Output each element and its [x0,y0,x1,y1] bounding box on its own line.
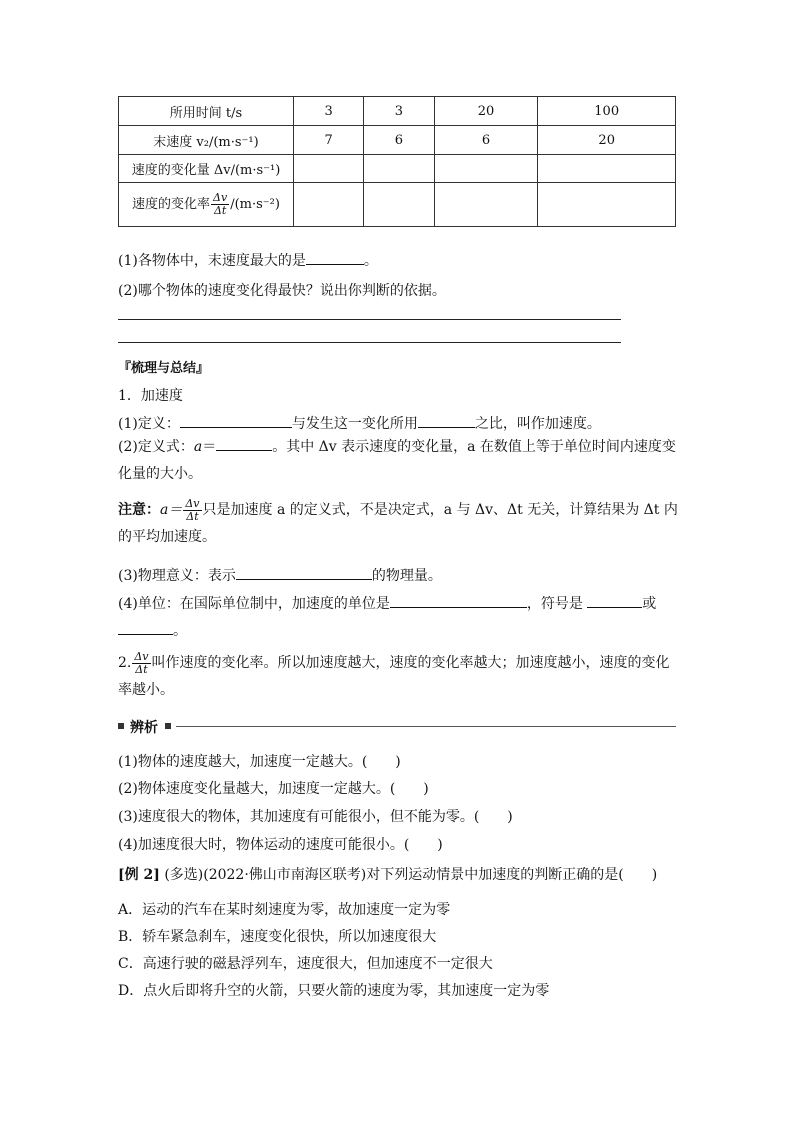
table-cell: 100 [538,97,676,126]
section-heading: 『梳理与总结』 [118,361,210,376]
answer-blank[interactable] [236,565,372,580]
answer-blank[interactable] [418,413,475,428]
bianxi-item: (1)物体的速度越大，加速度一定越大。( ) [118,754,401,770]
formula-text: 。其中 Δv 表示速度的变化量，a 在数值上等于单位时间内速度变化量的大小。 [118,439,676,482]
answer-blank[interactable] [118,620,173,635]
table-cell [538,155,676,183]
table-cell: 6 [434,126,538,155]
bianxi-item: (4)加速度很大时，物体运动的速度可能很小。( ) [118,837,443,853]
table-row [119,155,676,183]
answer-blank[interactable] [390,593,527,608]
table-cell [364,155,434,183]
table-row [119,183,676,227]
fraction-numerator: Δv [185,496,200,510]
row-label [119,183,294,227]
definition-line [118,413,601,433]
table-cell: 20 [538,126,676,155]
divider-line [176,726,676,727]
table-cell [364,183,434,227]
note-formula: a＝ [160,502,183,518]
definition-label: (1)定义： [118,416,180,432]
table-row [119,126,676,155]
answer-blank[interactable] [306,250,364,265]
bianxi-title: 辨析 [130,720,158,736]
question-1-end: 。 [363,253,378,269]
meaning-end: 的物理量。 [371,568,442,584]
unit-line-continued [118,620,187,640]
table-row [119,97,676,126]
note-label: 注意： [118,502,160,518]
definition-end: 之比，叫作加速度。 [474,416,601,432]
table-cell [294,155,364,183]
bianxi-divider [118,717,676,735]
formula-paragraph [118,434,678,488]
option-c: C．高速行驶的磁悬浮列车，速度很大，但加速度不一定很大 [118,956,493,972]
table-cell: 7 [294,126,364,155]
table-cell [538,183,676,227]
square-bullet-icon [165,723,171,729]
item-2-text: 叫作速度的变化率。所以加速度越大，速度的变化率越大；加速度越小，速度的变化率越小。 [118,655,670,698]
row-label-suffix: /(m·s⁻²) [230,197,280,212]
bianxi-item: (2)物体速度变化量越大，加速度一定越大。( ) [118,781,429,797]
table-cell: 20 [434,97,538,126]
formula-label: (2)定义式： [118,439,194,455]
answer-blank[interactable] [180,413,292,428]
fraction-denominator: Δt [213,204,227,217]
question-2: (2)哪个物体的速度变化得最快？说出你判断的依据。 [118,283,446,299]
row-label: 所用时间 t/s [119,97,294,126]
example-tag: [例 2] [118,867,160,883]
meaning-label: (3)物理意义：表示 [118,568,236,584]
option-b: B．轿车紧急刹车，速度变化很快，所以加速度很大 [118,929,437,945]
unit-symbol-label: ，符号是 [526,596,583,612]
fraction-numerator: Δv [213,191,228,204]
unit-label: (4)单位：在国际单位制中，加速度的单位是 [118,596,390,612]
unit-line [118,593,656,613]
fraction-denominator: Δt [186,509,199,523]
bianxi-item: (3)速度很大的物体，其加速度有可能很小，但不能为零。( ) [118,809,513,825]
table-cell [434,155,538,183]
question-1 [118,250,378,270]
example-question [118,864,657,884]
velocity-data-table [118,96,676,227]
formula-equals: ＝ [202,439,217,455]
row-label-prefix: 速度的变化率 [132,197,211,212]
table-cell: 6 [364,126,434,155]
fraction [183,498,201,523]
item-2-number: 2. [118,655,132,671]
fraction-denominator: Δt [135,662,148,676]
answer-blank[interactable] [587,593,642,608]
answer-blank[interactable] [216,436,272,451]
note-paragraph [118,497,678,551]
option-d: D．点火后即将升空的火箭，只要火箭的速度为零，其加速度一定为零 [118,983,550,999]
example-text: (多选)(2022·佛山市南海区联考)对下列运动情景中加速度的判断正确的是( ) [164,867,658,883]
question-1-text: (1)各物体中，末速度最大的是 [118,253,306,269]
unit-or: 或 [642,596,657,612]
fraction [211,192,229,217]
table-cell: 3 [364,97,434,126]
answer-line[interactable] [118,342,621,343]
table-cell: 3 [294,97,364,126]
table-cell [294,183,364,227]
row-label: 末速度 v₂/(m·s⁻¹) [119,126,294,155]
fraction [132,651,150,676]
fraction-numerator: Δv [134,649,149,663]
definition-text: 与发生这一变化所用 [291,416,418,432]
formula-variable: a [193,439,203,455]
meaning-line [118,565,442,585]
item-2-paragraph [118,650,678,704]
item-1-title: 1．加速度 [118,388,183,404]
option-a: A．运动的汽车在某时刻速度为零，故加速度一定为零 [118,902,451,918]
unit-end: 。 [173,623,187,639]
square-bullet-icon [118,723,124,729]
note-text: 只是加速度 a 的定义式，不是决定式，a 与 Δv、Δt 无关，计算结果为 Δt 内的平均加速度。 [118,502,678,545]
row-label: 速度的变化量 Δv/(m·s⁻¹) [119,155,294,183]
answer-line[interactable] [118,319,621,320]
table-cell [434,183,538,227]
